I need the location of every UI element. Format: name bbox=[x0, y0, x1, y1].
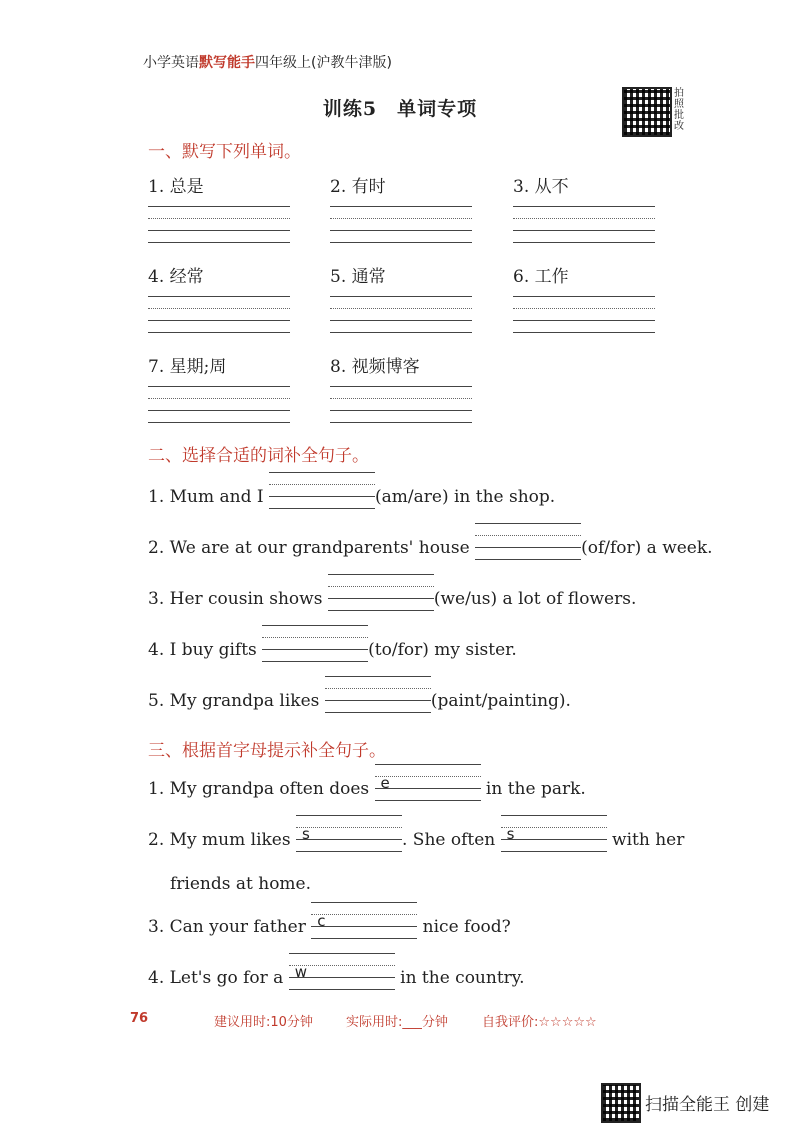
header-brand: 默写能手 bbox=[199, 55, 255, 71]
sentence-text: nice food? bbox=[422, 917, 511, 937]
word-item-7 bbox=[148, 352, 226, 377]
book-header bbox=[143, 52, 392, 72]
word-text: 总是 bbox=[169, 177, 204, 197]
word-number: 5. bbox=[330, 267, 347, 287]
writing-lines[interactable] bbox=[513, 296, 655, 333]
writing-lines[interactable] bbox=[148, 206, 290, 243]
sentence-text: 4. I buy gifts bbox=[148, 640, 257, 660]
answer-blank[interactable] bbox=[501, 825, 607, 851]
word-item-6 bbox=[513, 262, 569, 287]
answer-blank[interactable] bbox=[325, 690, 431, 712]
answer-blank[interactable] bbox=[296, 825, 402, 851]
word-text: 有时 bbox=[351, 177, 386, 197]
answer-blank[interactable] bbox=[262, 639, 368, 661]
section-two-heading: 二、选择合适的词补全句子。 bbox=[148, 446, 369, 466]
word-text: 视频博客 bbox=[351, 357, 420, 377]
writing-lines[interactable] bbox=[148, 296, 290, 333]
sentence-3-1 bbox=[148, 774, 586, 800]
writing-lines[interactable] bbox=[330, 206, 472, 243]
sentence-3-2 bbox=[148, 825, 685, 851]
answer-blank[interactable] bbox=[269, 486, 375, 508]
sentence-text: in the country. bbox=[400, 968, 525, 988]
word-item-5 bbox=[330, 262, 386, 287]
self-evaluation: 自我评价:☆☆☆☆☆ bbox=[482, 1015, 597, 1030]
word-text: 工作 bbox=[534, 267, 569, 287]
sentence-text: (of/for) a week. bbox=[581, 538, 713, 558]
sentence-text: 2. My mum likes bbox=[148, 830, 291, 850]
suggested-time: 建议用时:10分钟 bbox=[214, 1015, 313, 1030]
writing-lines[interactable] bbox=[330, 386, 472, 423]
page-title: 训练5 单词专项 bbox=[322, 98, 478, 120]
sentence-2-3 bbox=[148, 588, 636, 610]
qr-code-icon[interactable] bbox=[622, 87, 672, 137]
sentence-text: (paint/painting). bbox=[430, 691, 571, 711]
writing-lines[interactable] bbox=[148, 386, 290, 423]
section-three-heading: 三、根据首字母提示补全句子。 bbox=[148, 741, 386, 761]
word-number: 3. bbox=[513, 177, 530, 197]
answer-blank[interactable] bbox=[289, 963, 395, 989]
answer-blank[interactable] bbox=[311, 912, 417, 938]
answer-blank[interactable] bbox=[475, 537, 581, 559]
writing-lines[interactable] bbox=[513, 206, 655, 243]
answer-blank[interactable] bbox=[328, 588, 434, 610]
sentence-text: in the park. bbox=[485, 779, 586, 799]
header-prefix: 小学英语 bbox=[143, 55, 199, 71]
word-item-1 bbox=[148, 172, 204, 197]
word-item-4 bbox=[148, 262, 204, 287]
initial-letter-hint: e bbox=[380, 774, 390, 792]
initial-letter-hint: w bbox=[294, 963, 308, 981]
sentence-3-2-continued: friends at home. bbox=[170, 874, 312, 894]
scanner-watermark: 扫描全能王 创建 bbox=[645, 1095, 770, 1115]
sentence-text: 1. My grandpa often does bbox=[148, 779, 370, 799]
sentence-text: (we/us) a lot of flowers. bbox=[433, 589, 637, 609]
word-item-8 bbox=[330, 352, 420, 377]
sentence-2-2 bbox=[148, 537, 713, 559]
page-number: 76 bbox=[130, 1011, 149, 1026]
word-text: 经常 bbox=[169, 267, 204, 287]
initial-letter-hint: c bbox=[317, 912, 326, 930]
word-number: 4. bbox=[148, 267, 165, 287]
sentence-3-4 bbox=[148, 963, 525, 989]
section-one-heading: 一、默写下列单词。 bbox=[148, 142, 301, 162]
word-item-2 bbox=[330, 172, 386, 197]
sentence-text: (to/for) my sister. bbox=[368, 640, 517, 660]
word-number: 7. bbox=[148, 357, 165, 377]
sentence-text: 3. Can your father bbox=[148, 917, 306, 937]
word-item-3 bbox=[513, 172, 569, 197]
sentence-2-5 bbox=[148, 690, 571, 712]
sentence-2-1 bbox=[148, 486, 555, 508]
word-text: 星期;周 bbox=[169, 357, 227, 377]
sentence-text: 4. Let's go for a bbox=[148, 968, 284, 988]
sentence-text: 2. We are at our grandparents' house bbox=[148, 538, 470, 558]
sentence-3-3 bbox=[148, 912, 511, 938]
sentence-text: 1. Mum and I bbox=[148, 487, 264, 507]
sentence-text: with her bbox=[612, 830, 685, 850]
actual-time: 实际用时:___分钟 bbox=[346, 1015, 448, 1030]
sentence-text: 3. Her cousin shows bbox=[148, 589, 323, 609]
sentence-text: 5. My grandpa likes bbox=[148, 691, 320, 711]
answer-blank[interactable] bbox=[375, 774, 481, 800]
qr-side-label: 拍照批改 bbox=[674, 88, 684, 132]
word-number: 2. bbox=[330, 177, 347, 197]
sentence-text: (am/are) in the shop. bbox=[375, 487, 556, 507]
word-number: 1. bbox=[148, 177, 165, 197]
header-suffix: 四年级上(沪教牛津版) bbox=[255, 55, 392, 71]
initial-letter-hint: s bbox=[506, 825, 515, 843]
initial-letter-hint: s bbox=[302, 825, 310, 843]
sentence-text: . She often bbox=[402, 830, 496, 850]
word-number: 8. bbox=[330, 357, 347, 377]
writing-lines[interactable] bbox=[330, 296, 472, 333]
word-text: 从不 bbox=[534, 177, 569, 197]
word-number: 6. bbox=[513, 267, 530, 287]
scanner-qr-icon bbox=[601, 1083, 641, 1123]
word-text: 通常 bbox=[351, 267, 386, 287]
sentence-2-4 bbox=[148, 639, 517, 661]
